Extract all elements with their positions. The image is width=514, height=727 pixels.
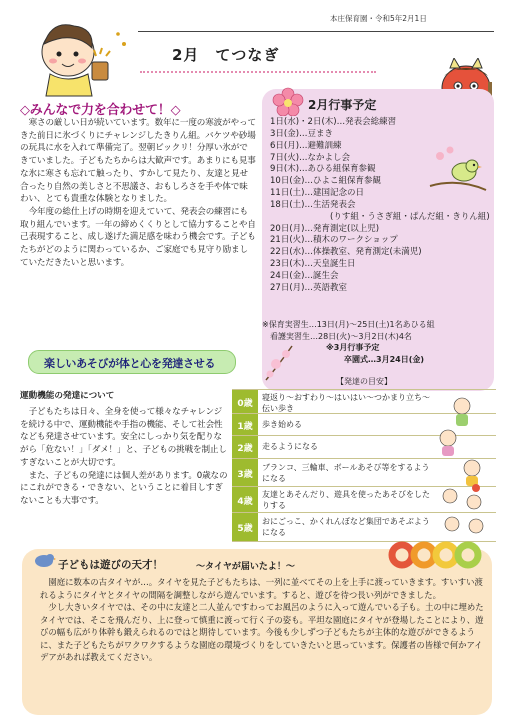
- march-item: 卒園式…3月24日(金): [344, 354, 425, 364]
- schedule-item: 21日(火)…積木のワークショップ: [270, 235, 398, 246]
- tires-illustration: [388, 538, 488, 572]
- play-paragraph: 少し大きいタイヤでは、その中に友達と二人並んですわってお風呂のように入って遊んでいる子も。土の中に埋めたタイヤでは、そこを飛んだり、上に登って慎重に渡って行く子の姿も。平坦な園庭にタイヤが登場したことにより、遊びの幅も広がり体幹も鍛えられるのではと期待しています。今後も少しずつ子どもたちが主体的な遊びができるように、また子どもたちがワクワクするような園庭の環境づくりをしていきたいと思っています。保護者の皆様で何かアイデアがあれば教えてください。: [40, 602, 484, 662]
- schedule-item: 6日(月)…避難訓練: [270, 140, 342, 151]
- schedule-note: 看護実習生…28日(火)～3月2日(木)4名: [262, 331, 412, 341]
- milestone-text: 寝返り～おすわり～はいはい～つかまり立ち～伝い歩き: [262, 393, 430, 413]
- schedule-title: 2月行事予定: [308, 98, 377, 112]
- bird-icon: [32, 551, 56, 569]
- schedule-item: 20日(月)…発育測定(以上児): [270, 223, 380, 234]
- children-playing-illustration: [432, 392, 494, 540]
- schedule-item: 3日(金)…豆まき: [270, 128, 334, 139]
- milestone-text: 歩き始める: [262, 420, 302, 429]
- schedule-note: ※保育実習生…13日(月)～25日(土)1名あひる組: [262, 320, 435, 329]
- milestone-text: 走るようになる: [262, 442, 318, 451]
- milestone-text: ブランコ、三輪車、ボールあそび等をするようになる: [262, 463, 430, 483]
- milestone-age: 2歳: [232, 436, 258, 459]
- schedule-item: 10日(金)…ひよこ組保育参観: [270, 176, 381, 187]
- bird-on-branch-illustration: [428, 142, 488, 196]
- intro-heading: ◇みんなで力を合わせて！◇: [20, 103, 181, 118]
- milestone-age: 4歳: [232, 487, 258, 513]
- schedule-item: 9日(木)…あひる組保育参観: [270, 164, 376, 175]
- schedule-item: 27日(月)…英語教室: [270, 282, 347, 293]
- milestone-age: 3歳: [232, 459, 258, 487]
- flower-icon: [270, 86, 306, 116]
- title-rule: [140, 71, 376, 73]
- schedule-item: 11日(土)…建国記念の日: [270, 188, 364, 199]
- schedule-item: 24日(金)…誕生会: [270, 270, 339, 281]
- schedule-item: 23日(木)…天皇誕生日: [270, 259, 356, 270]
- milestone-text: おにごっこ、かくれんぼなど集団であそぶようになる: [262, 517, 430, 537]
- schedule-item: 22日(水)…体操教室、発育測定(未満児): [270, 247, 422, 258]
- schedule-item: 1日(水)・2日(木)…発表会総練習: [270, 117, 397, 127]
- schedule-item: (りす組・うさぎ組・ぱんだ組・きりん組): [330, 211, 490, 222]
- intro-paragraph: 寒さの厳しい日が続いています。数年に一度の寒波がやってきた前日に氷づくりにチャレンジしたきりん組。バケツや砂場の玩具に水を入れて準備完了。翌朝ビックリ！分厚い氷ができていました。子どもたちからは大歓声です。あまりにも見事な氷に寒さも忘れて触ったり、すかして見たり、友達と見せ合ったり自然の美しさと不思議さ、おもしろさを手や体で味わい、とても貴重な体験となりました。: [20, 118, 256, 205]
- page-title: 2月 てつなぎ: [172, 46, 280, 64]
- intro-text: [20, 117, 256, 269]
- milestone-age: 0歳: [232, 390, 258, 414]
- play-subtitle: ～タイヤが届いたよ！～: [196, 562, 295, 572]
- play-text: [40, 576, 486, 664]
- milestone-age: 1歳: [232, 414, 258, 436]
- header-rule: [138, 31, 494, 32]
- milestones-title: 【発達の目安】: [336, 377, 392, 386]
- schedule-item: 18日(土)…生活発表会: [270, 199, 356, 210]
- development-banner-text: 楽しいあそびが体と心を発達させる: [44, 357, 216, 370]
- development-text: [20, 406, 228, 508]
- publisher-date: 本庄保育園・令和5年2月1日: [330, 14, 427, 23]
- development-paragraph: また、子どもの発達には個人差があります。0歳なのにこれができる・できない、ということに着目しすぎないことも大事です。: [20, 470, 228, 506]
- development-heading: 運動機能の発達について: [20, 391, 115, 401]
- play-paragraph: 園庭に数本の古タイヤが…。タイヤを見た子どもたちは、一列に並べてその上を上手に渡っていきます。すいすい渡れるようにタイヤとタイヤの間隔を調整しながら遊んでいます。すると、遊びを待つ長い列ができました。: [40, 577, 483, 600]
- intro-paragraph: 今年度の総仕上げの時期を迎えていて、発表会の練習にも取り組んでいます。一年の締めくくりとして協力することや自己表現すること、成し遂げた満足感を味わう機会です。子どもたちがどのように関わっているか、ご家庭でも見守り励ましていただきたいと思います。: [20, 206, 256, 268]
- child-illustration: [22, 14, 134, 98]
- schedule-item: 7日(火)…なかよし会: [270, 152, 351, 163]
- play-title: 子どもは遊びの天才！: [58, 559, 163, 571]
- march-heading: ※3月行事予定: [326, 343, 380, 353]
- development-paragraph: 子どもたちは日々、全身を使って様々なチャレンジを続ける中で、運動機能や手指の機能、そして社会性なども発達させています。安全にしっかり気を配りながら「危ない！」「ダメ！」と、子どもの挑戦を制止しすぎないことが大切です。: [20, 407, 227, 468]
- milestone-text: 友達とあそんだり、遊具を使ったあそびをしたりする: [262, 490, 430, 510]
- milestone-age: 5歳: [232, 513, 258, 541]
